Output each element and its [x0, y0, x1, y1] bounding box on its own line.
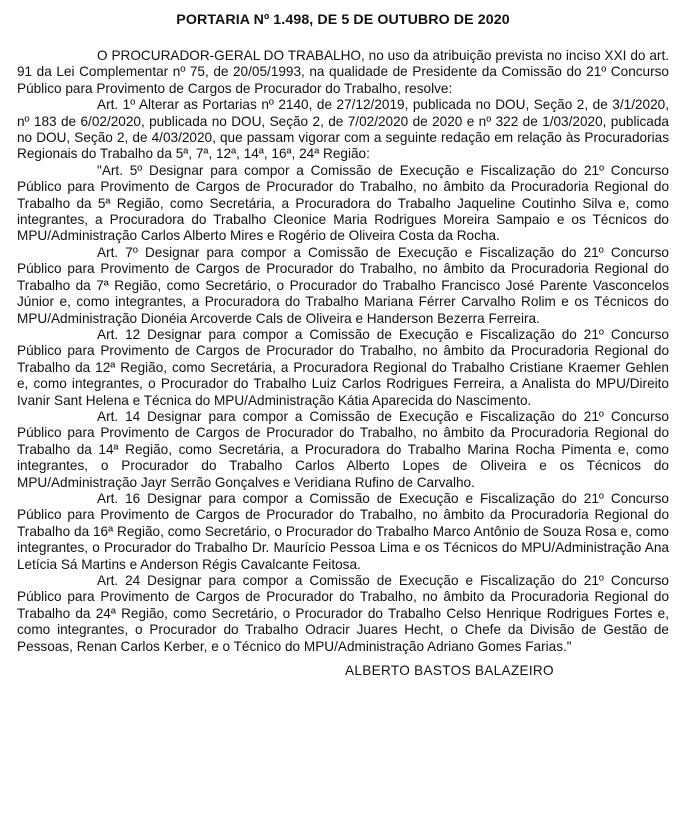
- article-24-paragraph: Art. 24 Designar para compor a Comissão de Execução e Fiscalização do 21º Concurso Público para Provimento de Cargos de Procurador do Trabalho, no âmbito da Procuradoria Regional do Trabalho da 24ª Região, como Secretário, o Procurador do Trabalho Celso Henrique Rodrigues Fortes e, como integrantes, o Procurador do Trabalho Odracir Juares Hecht, o Chefe da Divisão de Gestão de Pessoas, Renan Carlos Kerber, e o Técnico do MPU/Administração Adriano Gomes Farias.": [17, 573, 669, 654]
- article-1-paragraph: Art. 1º Alterar as Portarias nº 2140, de 27/12/2019, publicada no DOU, Seção 2, de 3/1/2020, nº 183 de 6/02/2020, publicada no DOU, Seção 2, de 7/02/2020 de 2020 e nº 322 de 1/03/2020, publicada no DOU, Seção 2, de 4/03/2020, que passam vigorar com a seguinte redação em relação às Procuradorias Regionais do Trabalho da 5ª, 7ª, 12ª, 14ª, 16ª, 24ª Região:: [17, 97, 669, 162]
- document-page: [17, 10, 669, 679]
- article-5-paragraph: "Art. 5º Designar para compor a Comissão de Execução e Fiscalização do 21º Concurso Público para Provimento de Cargos de Procurador do Trabalho, no âmbito da Procuradoria Regional do Trabalho da 5ª Região, como Secretária, a Procuradora do Trabalho Jaqueline Coutinho Silva e, como integrantes, a Procuradora do Trabalho Cleonice Maria Rodrigues Moreira Sampaio e os Técnicos do MPU/Administração Carlos Alberto Mires e Rogério de Oliveira Costa da Rocha.: [17, 162, 669, 244]
- preamble-paragraph: O PROCURADOR-GERAL DO TRABALHO, no uso da atribuição prevista no inciso XXI do art. 91 da Lei Complementar nº 75, de 20/05/1993, na qualidade de Presidente da Comissão do 21º Concurso Público para Provimento de Cargos de Procurador do Trabalho, resolve:: [17, 48, 669, 96]
- article-7-paragraph: Art. 7º Designar para compor a Comissão de Execução e Fiscalização do 21º Concurso Público para Provimento de Cargos de Procurador do Trabalho, no âmbito da Procuradoria Regional do Trabalho da 7ª Região, como Secretário, o Procurador do Trabalho Francisco José Parente Vasconcelos Júnior e, como integrantes, a Procuradora do Trabalho Mariana Férrer Carvalho Rolim e os Técnicos do MPU/Administração Dionéia Arcoverde Cals de Oliveira e Handerson Bezerra Ferreira.: [17, 244, 669, 326]
- document-title: PORTARIA Nº 1.498, DE 5 DE OUTUBRO DE 2020: [176, 12, 510, 28]
- article-16-paragraph: Art. 16 Designar para compor a Comissão de Execução e Fiscalização do 21º Concurso Público para Provimento de Cargos de Procurador do Trabalho, no âmbito da Procuradoria Regional do Trabalho da 16ª Região, como Secretário, o Procurador do Trabalho Marco Antônio de Souza Rosa e, como integrantes, o Procurador do Trabalho Dr. Maurício Pessoa Lima e os Técnicos do MPU/Administração Ana Letícia Sá Martins e Anderson Régis Cavalcante Feitosa.: [17, 490, 669, 572]
- signatory-name: ALBERTO BASTOS BALAZEIRO: [345, 663, 554, 679]
- article-14-paragraph: Art. 14 Designar para compor a Comissão de Execução e Fiscalização do 21º Concurso Público para Provimento de Cargos de Procurador do Trabalho, no âmbito da Procuradoria Regional do Trabalho da 14ª Região, como Secretária, a Procuradora do Trabalho Marina Rocha Pimenta e, como integrantes, o Procurador do Trabalho Carlos Alberto Lopes de Oliveira e os Técnicos do MPU/Administração Jayr Serrão Gonçalves e Veridiana Rufino de Carvalho.: [17, 408, 669, 490]
- article-12-paragraph: Art. 12 Designar para compor a Comissão de Execução e Fiscalização do 21º Concurso Público para Provimento de Cargos de Procurador do Trabalho, no âmbito da Procuradoria Regional do Trabalho da 12ª Região, como Secretária, a Procuradora Regional do Trabalho Cristiane Kraemer Gehlen e, como integrantes, o Procurador do Trabalho Luiz Carlos Rodrigues Ferreira, a Analista do MPU/Direito Ivanir Sant Helena e Técnica do MPU/Administração Kátia Aparecida do Nascimento.: [17, 326, 669, 408]
